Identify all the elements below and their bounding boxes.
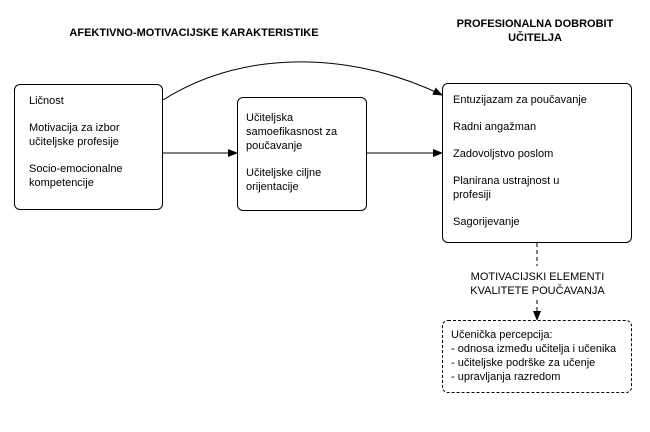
perception-item-support: - učiteljske podrške za učenje bbox=[451, 357, 596, 369]
item-work-engagement: Radni angažman bbox=[453, 121, 537, 133]
item-enthusiasm: Entuzijazam za poučavanje bbox=[453, 94, 587, 106]
item-self-efficacy: Učiteljska samoefikasnost za poučavanje bbox=[246, 112, 338, 152]
arrow-left-to-right-curve bbox=[163, 62, 442, 100]
heading-affective-motivational: AFEKTIVNO-MOTIVACIJSKE KARAKTERISTIKE bbox=[69, 27, 319, 39]
box-affective-characteristics bbox=[14, 84, 163, 210]
perception-item-relationship: - odnosa između učitelja i učenika bbox=[451, 343, 617, 355]
item-goal-orientations: Učiteljske ciljne orijentacije bbox=[246, 167, 322, 193]
item-burnout: Sagorijevanje bbox=[453, 216, 520, 228]
item-personality: Ličnost bbox=[29, 95, 64, 107]
perception-item-classroom-management: - upravljanja razredom bbox=[451, 371, 561, 383]
heading-professional-wellbeing: PROFESIONALNA DOBROBIT UČITELJA bbox=[456, 18, 614, 44]
label-motivational-elements: MOTIVACIJSKI ELEMENTI KVALITETE POUČAVANJA bbox=[470, 271, 605, 297]
item-planned-persistence: Planirana ustrajnost u profesiji bbox=[453, 175, 560, 201]
item-socio-emotional-competencies: Socio-emocionalne kompetencije bbox=[29, 163, 123, 189]
student-perception-title: Učenička percepcija: bbox=[451, 329, 553, 341]
box-teacher-beliefs bbox=[237, 97, 367, 211]
box-student-perception bbox=[442, 320, 632, 393]
item-job-satisfaction: Zadovoljstvo poslom bbox=[453, 148, 554, 160]
item-motivation-for-profession: Motivacija za izbor učiteljske profesije bbox=[29, 122, 120, 148]
box-professional-wellbeing bbox=[442, 83, 632, 243]
